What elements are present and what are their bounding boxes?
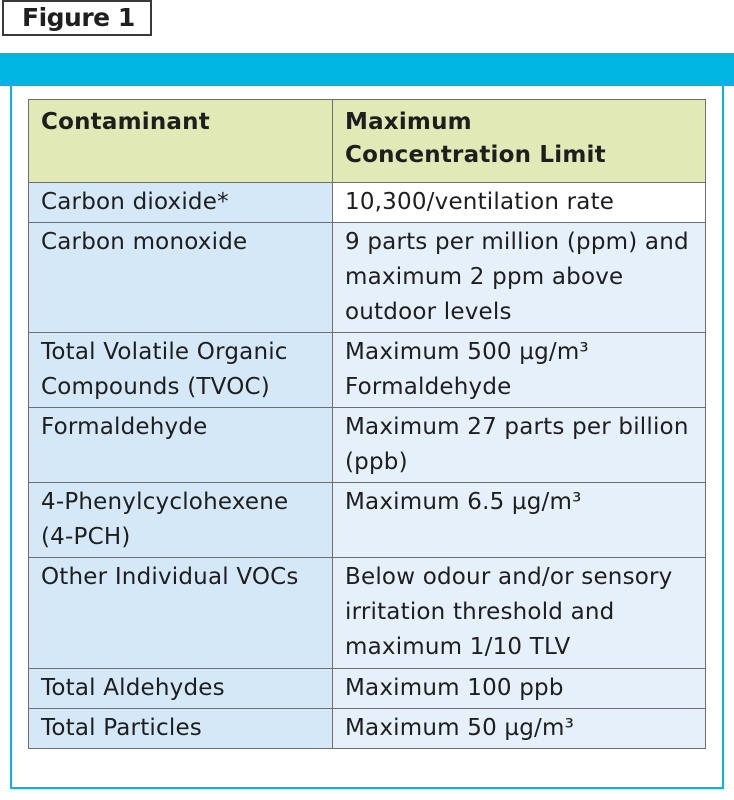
- table-row: [29, 183, 706, 223]
- contaminant-cell: Total Volatile Organic Compounds (TVOC): [29, 333, 333, 408]
- contaminant-limits-table: [28, 99, 706, 749]
- limit-cell: Maximum 50 µg/m³: [333, 709, 706, 749]
- limit-cell: Maximum 500 µg/m³ Formaldehyde: [333, 333, 706, 408]
- header-limit-line1: Maximum: [345, 109, 472, 135]
- table-row: [29, 669, 706, 709]
- limit-cell: Maximum 100 ppb: [333, 669, 706, 709]
- limit-cell: Maximum 27 parts per billion (ppb): [333, 408, 706, 483]
- header-contaminant: Contaminant: [29, 100, 333, 183]
- contaminant-cell: Total Aldehydes: [29, 669, 333, 709]
- contaminant-cell: Carbon monoxide: [29, 223, 333, 333]
- limit-cell: 10,300/ventilation rate: [333, 183, 706, 223]
- limit-cell: 9 parts per million (ppm) and maximum 2 ppm above outdoor levels: [333, 223, 706, 333]
- contaminant-cell: Total Particles: [29, 709, 333, 749]
- table-row: [29, 558, 706, 669]
- limit-cell: Maximum 6.5 µg/m³: [333, 483, 706, 558]
- contaminant-cell: Carbon dioxide*: [29, 183, 333, 223]
- figure-label: Figure 1: [2, 0, 152, 36]
- header-max-concentration: [333, 100, 706, 183]
- contaminant-cell: Other Individual VOCs: [29, 558, 333, 669]
- accent-band: [0, 53, 734, 86]
- limit-cell: Below odour and/or sensory irritation threshold and maximum 1/10 TLV: [333, 558, 706, 669]
- table-header-row: [29, 100, 706, 183]
- table-row: [29, 333, 706, 408]
- table-row: [29, 483, 706, 558]
- contaminant-cell: Formaldehyde: [29, 408, 333, 483]
- table-row: [29, 223, 706, 333]
- contaminant-cell: 4-Phenylcyclohexene (4-PCH): [29, 483, 333, 558]
- table-row: [29, 709, 706, 749]
- header-limit-line2: Concentration Limit: [345, 142, 606, 168]
- table-row: [29, 408, 706, 483]
